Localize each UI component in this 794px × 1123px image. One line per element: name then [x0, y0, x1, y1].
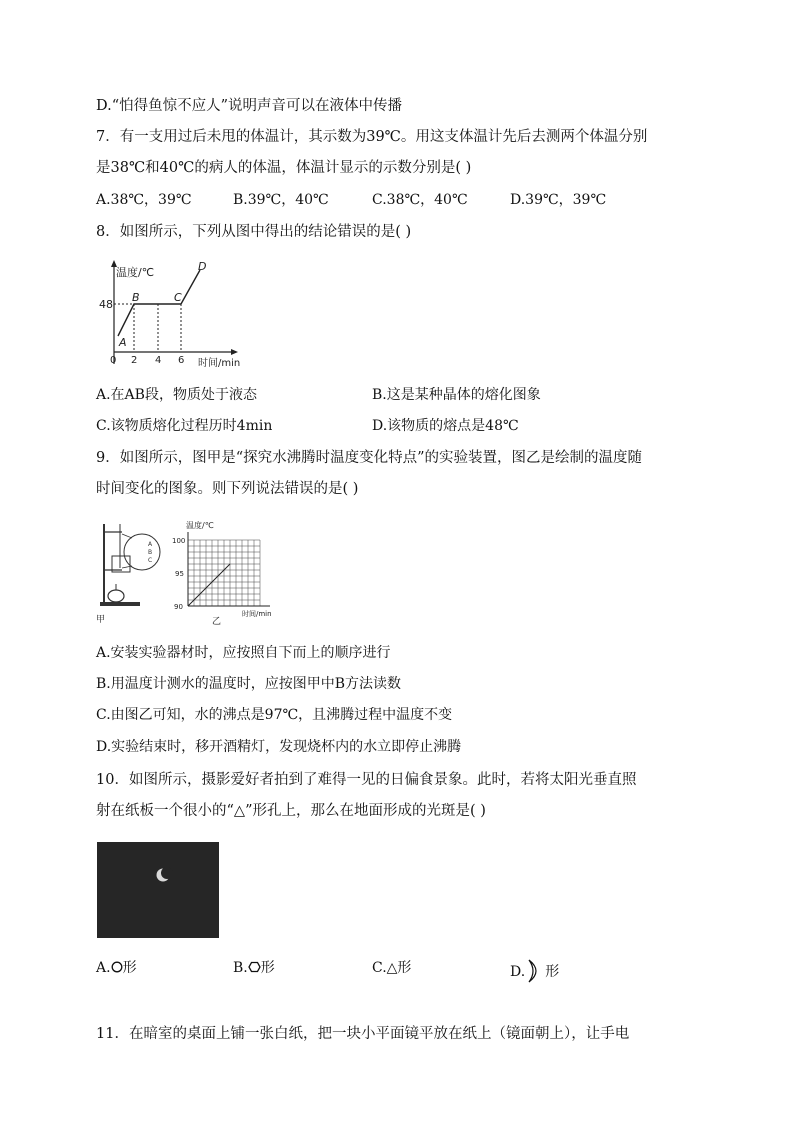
x-axis-label: 时间/min	[198, 358, 241, 369]
label-jia: 甲	[96, 615, 106, 625]
q9-option-c: C.由图乙可知，水的沸点是97℃，且沸腾过程中温度不变	[96, 707, 453, 723]
q10-stem-line2: 射在纸板一个很小的“△”形孔上，那么在地面形成的光斑是( )	[96, 803, 486, 819]
q9-boiling-graph	[172, 518, 278, 630]
y-tick-90: 90	[174, 603, 183, 611]
alcohol-lamp	[108, 590, 124, 602]
q7-stem-line1: 7．有一支用过后未甩的体温计，其示数为39℃。用这支体温计先后去测两个体温分别	[96, 129, 648, 145]
melting-curve	[118, 270, 200, 336]
q9-option-a: A.安装实验器材时，应按照自下而上的顺序进行	[96, 645, 391, 661]
point-d: D	[198, 260, 207, 273]
q10-option-b-suffix: 形	[260, 960, 275, 976]
stand-base	[100, 602, 140, 606]
y-tick-48: 48	[99, 298, 113, 311]
q7-option-a: A.38℃，39℃	[96, 192, 192, 208]
q11-stem-line1: 11．在暗室的桌面上铺一张白纸，把一块小平面镜平放在纸上（镜面朝上），让手电	[96, 1026, 630, 1042]
q8-option-d: D.该物质的熔点是48℃	[372, 418, 519, 434]
label-yi: 乙	[212, 617, 222, 627]
inset-circle	[124, 534, 160, 570]
photo-background	[97, 842, 219, 938]
y-tick-95: 95	[175, 570, 184, 578]
inset-line-1	[122, 534, 132, 538]
y-axis-label: 温度/℃	[116, 266, 155, 279]
q6-option-d: D.“怕得鱼惊不应人”说明声音可以在液体中传播	[96, 98, 403, 114]
q10-option-d-letter: D.	[510, 964, 526, 980]
q10-option-b-letter: B.	[233, 960, 248, 976]
x-tick-4: 4	[155, 355, 162, 366]
q10-eclipse-photo	[97, 842, 219, 938]
grid	[188, 540, 260, 606]
q9-option-b: B.用温度计测水的温度时，应按图甲中B方法读数	[96, 676, 402, 692]
inset-label-a: A	[148, 541, 153, 548]
y-tick-100: 100	[172, 537, 186, 545]
q9-stem-line2: 时间变化的图象。则下列说法错误的是( )	[96, 481, 359, 497]
q10-option-b	[233, 958, 275, 978]
q10-option-c: C.△形	[372, 960, 412, 976]
q9-stem-line1: 9．如图所示，图甲是“探究水沸腾时温度变化特点”的实验装置，图乙是绘制的温度随	[96, 450, 643, 466]
q8-option-c: C.该物质熔化过程历时4min	[96, 418, 273, 434]
point-a: A	[119, 336, 127, 349]
q9-option-d: D.实验结束时，移开酒精灯，发现烧杯内的水立即停止沸腾	[96, 739, 462, 755]
q7-option-b: B.39℃，40℃	[233, 192, 329, 208]
inset-label-c: C	[148, 557, 153, 564]
x-axis-label: 时间/min	[242, 610, 272, 618]
moon-shadow	[161, 867, 173, 879]
q8-option-a: A.在AB段，物质处于液态	[96, 387, 257, 403]
q7-option-d: D.39℃，39℃	[510, 192, 607, 208]
x-tick-2: 2	[131, 355, 138, 366]
point-b: B	[132, 291, 140, 304]
q7-stem-line2: 是38℃和40℃的病人的体温，体温计显示的示数分别是( )	[96, 160, 472, 176]
inset-label-b: B	[148, 549, 153, 556]
x-tick-0: 0	[110, 355, 117, 366]
y-axis-label: 温度/℃	[186, 521, 214, 530]
temperature-line	[188, 564, 230, 606]
q10-option-a-letter: A.	[96, 960, 111, 976]
q8-option-b: B.这是某种晶体的熔化图象	[372, 387, 541, 403]
q8-stem: 8．如图所示，下列从图中得出的结论错误的是( )	[96, 224, 412, 240]
crescent-shape-icon	[525, 958, 545, 984]
x-tick-6: 6	[178, 355, 185, 366]
circle-shape-icon	[111, 961, 123, 973]
point-c: C	[174, 291, 182, 304]
q10-stem-line1: 10．如图所示，摄影爱好者拍到了难得一见的日偏食景象。此时，若将太阳光垂直照	[96, 772, 637, 788]
q8-melting-graph	[94, 256, 254, 376]
x-axis-arrow	[231, 349, 238, 355]
hexagon-shape-icon	[248, 961, 261, 973]
q10-option-d	[510, 958, 559, 984]
q9-apparatus	[92, 518, 172, 628]
q10-option-a	[96, 958, 137, 978]
q10-option-d-suffix: 形	[545, 964, 560, 980]
q7-option-c: C.38℃，40℃	[372, 192, 468, 208]
q10-option-a-suffix: 形	[122, 960, 137, 976]
